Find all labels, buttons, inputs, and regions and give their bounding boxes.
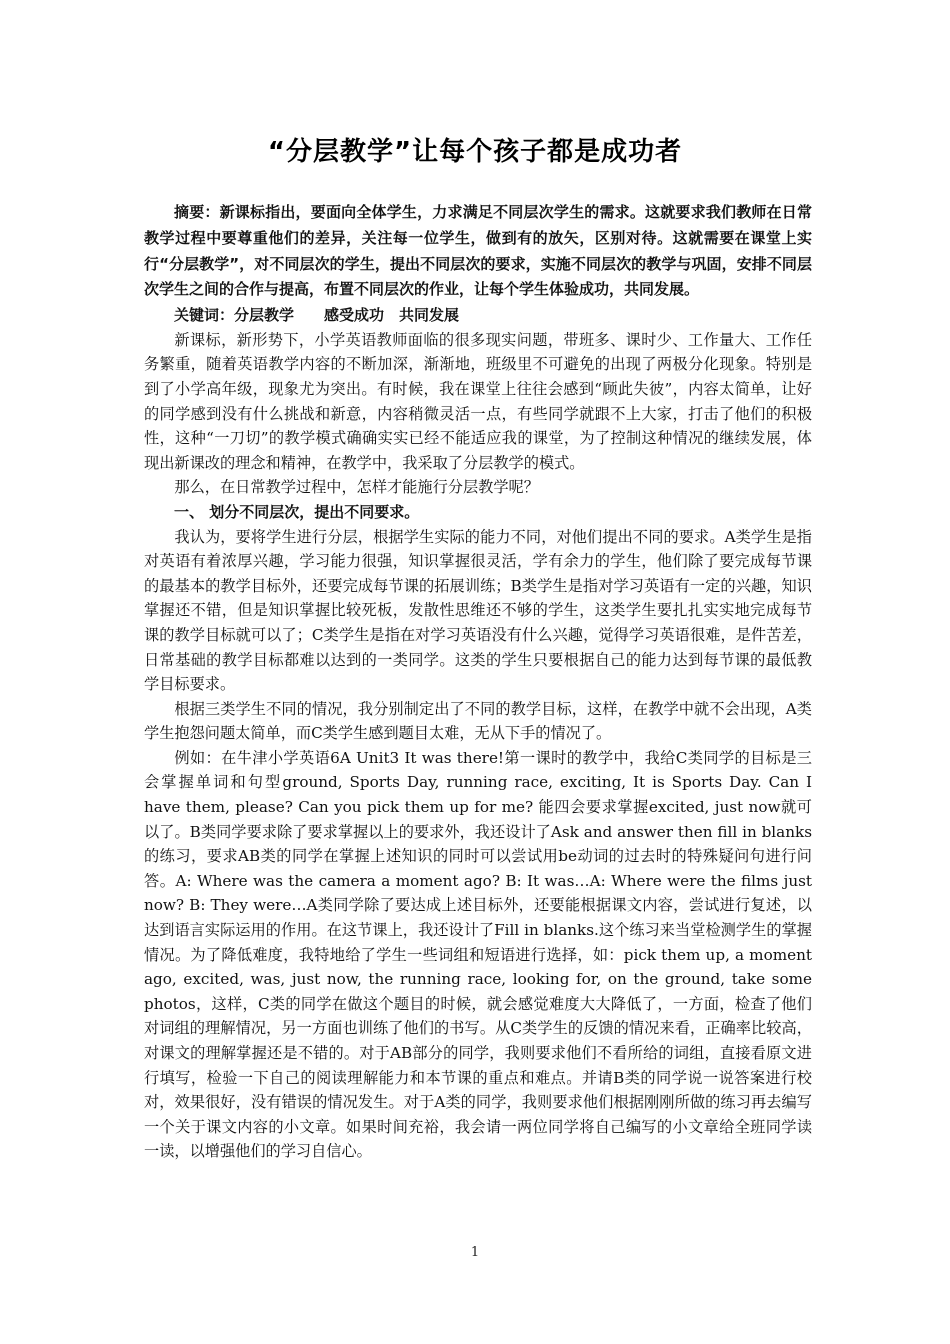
keywords: 关键词：分层教学 感受成功 共同发展 bbox=[174, 306, 460, 325]
abstract: 摘要：新课标指出，要面向全体学生，力求满足不同层次学生的需求。这就要求我们教师在日常教学过程中要尊重他们的差异，关注每一位学生，做到有的放矢，区别对待。这就需要在课堂上实行“分层教学”，对不同层次的学生，提出不同层次的要求，实施不同层次的教学与巩固，安排不同层次学生之间的合作与提高，布置不同层次的作业，让每个学生体验成功，共同发展。 bbox=[144, 203, 812, 299]
body-paragraph: 那么，在日常教学过程中，怎样才能施行分层教学呢？ bbox=[174, 478, 539, 497]
body-paragraph: 新课标，新形势下，小学英语教师面临的很多现实问题，带班多、课时少、工作量大、工作任务繁重，随着英语教学内容的不断加深，渐渐地，班级里不可避免的出现了两极分化现象。特别是到了小学高年级，现象尤为突出。有时候，我在课堂上往往会感到“顾此失彼”，内容太简单，让好的同学感到没有什么挑战和新意，内容稍微灵活一点，有些同学就跟不上大家，打击了他们的积极性，这种“一刀切”的教学模式确确实实已经不能适应我的课堂，为了控制这种情况的继续发展，体现出新课改的理念和精神，在教学中，我采取了分层教学的模式。 bbox=[144, 330, 812, 472]
body-paragraph: 例如：在牛津小学英语6A Unit3 It was there!第一课时的教学中，我给C类同学的目标是三会掌握单词和句型ground, Sports Day, running race, exciting, It is Sports Day. Can I have them, please? Can you pick them up for me? 能四会要求掌握excited, just now就可以了。B类同学要求除了要求掌握以上的要求外，我还设计了Ask and answer then fill in blanks的练习，要求AB类的同学在掌握上述知识的同时可以尝试用be动词的过去时的特殊疑问句进行问答。A: Where was the camera a moment ago? B: It was…A: Where were the films just now? B: They were…A类同学除了要达成上述目标外，还要能根据课文内容，尝试进行复述，以达到语言实际运用的作用。在这节课上，我还设计了Fill in blanks.这个练习来当堂检测学生的掌握情况。为了降低难度，我特地给了学生一些词组和短语进行选择，如：pick them up, a moment ago, excited, was, just now, the running race, looking for, on the ground, take some photos，这样，C类的同学在做这个题目的时候，就会感觉难度大大降低了，一方面，检查了他们对词组的理解情况，另一方面也训练了他们的书写。从C类学生的反馈的情况来看，正确率比较高，对课文的理解掌握还是不错的。对于AB部分的同学，我则要求他们不看所给的词组，直接看原文进行填写，检验一下自己的阅读理解能力和本节课的重点和难点。并请B类的同学说一说答案进行校对，效果很好，没有错误的情况发生。对于A类的同学，我则要求他们根据刚刚所做的练习再去编写一个关于课文内容的小文章。如果时间充裕，我会请一两位同学将自己编写的小文章给全班同学读一读，以增强他们的学习自信心。 bbox=[144, 748, 812, 1161]
document-title: “分层教学”让每个孩子都是成功者 bbox=[267, 137, 683, 167]
body-paragraph: 我认为，要将学生进行分层，根据学生实际的能力不同，对他们提出不同的要求。A类学生是指对英语有着浓厚兴趣，学习能力很强，知识掌握很灵活，学有余力的学生，他们除了要完成每节课的最基本的教学目标外，还要完成每节课的拓展训练；B类学生是指对学习英语有一定的兴趣，知识掌握还不错，但是知识掌握比较死板，发散性思维还不够的学生，这类学生要扎扎实实地完成每节课的教学目标就可以了；C类学生是指在对学习英语没有什么兴趣，觉得学习英语很难，是件苦差，日常基础的教学目标都难以达到的一类同学。这类的学生只要根据自己的能力达到每节课的最低教学目标要求。 bbox=[144, 527, 812, 694]
page-number: 1 bbox=[470, 1245, 480, 1260]
body-paragraph: 根据三类学生不同的情况，我分别制定出了不同的教学目标，这样，在教学中就不会出现，A类学生抱怨问题太简单，而C类学生感到题目太难，无从下手的情况了。 bbox=[144, 699, 812, 743]
section-heading: 一、 划分不同层次，提出不同要求。 bbox=[174, 502, 420, 521]
document-body bbox=[144, 200, 812, 1164]
